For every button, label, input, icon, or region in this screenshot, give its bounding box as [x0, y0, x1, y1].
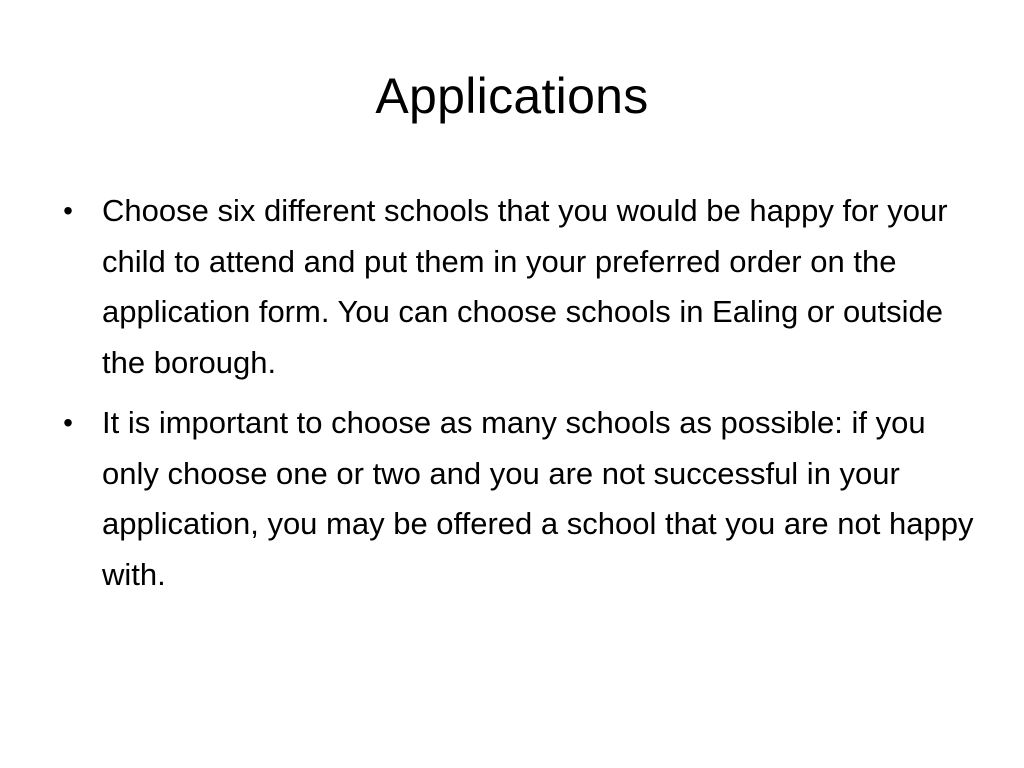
slide-title: Applications	[375, 68, 649, 124]
bullet-text: It is important to choose as many schools as possible: if you only choose one or two and you are not successful in your application, you may be offered a school that you are not happy with.	[102, 405, 974, 592]
list-item	[58, 186, 978, 388]
bullet-list	[58, 186, 978, 610]
bullet-text: Choose six different schools that you would be happy for your child to attend and put them in your preferred order on the application form. You can choose schools in Ealing or outside the borough.	[102, 193, 948, 380]
list-item	[58, 398, 978, 600]
bullet-icon: •	[63, 407, 73, 438]
bullet-icon: •	[63, 195, 73, 226]
